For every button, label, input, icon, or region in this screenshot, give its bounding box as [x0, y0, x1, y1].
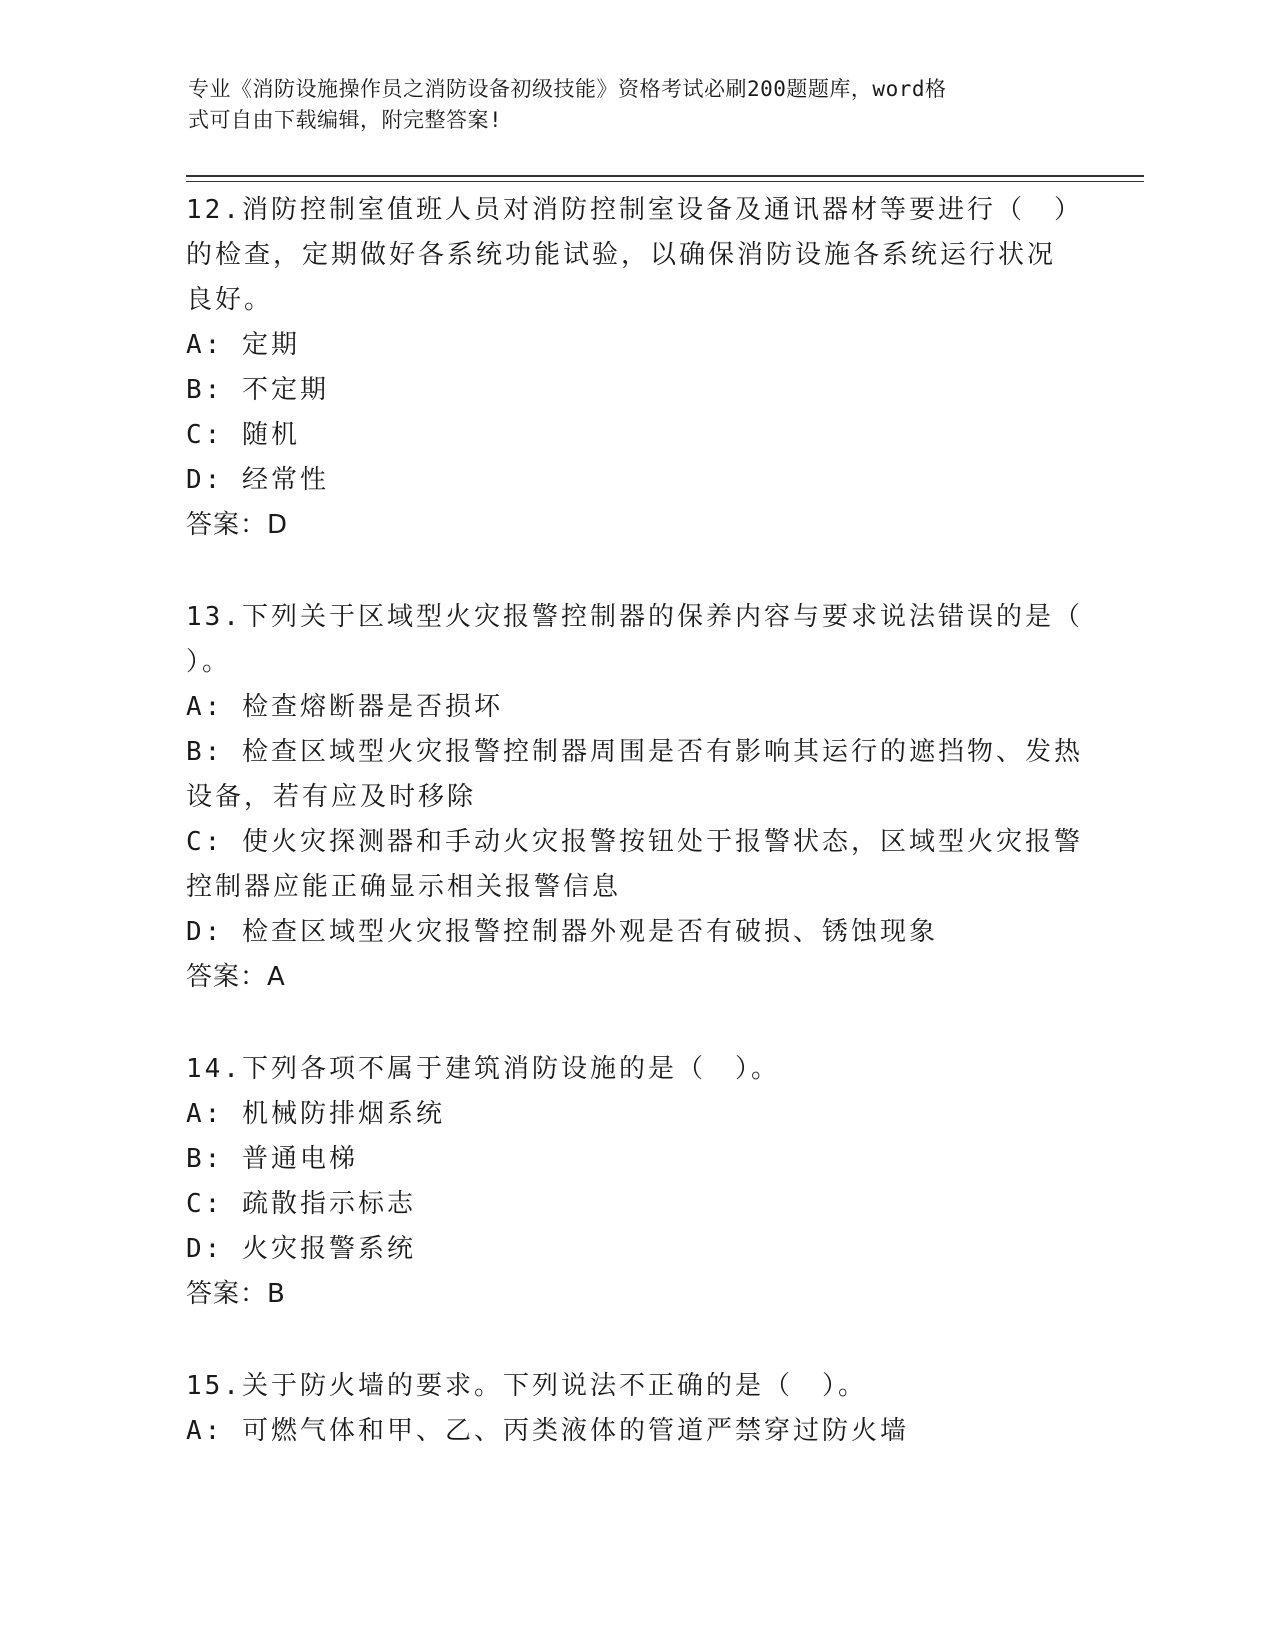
option-line: 控制器应能正确显示相关报警信息 [186, 872, 622, 902]
option-line: D: 检查区域型火灾报警控制器外观是否有破损、锈蚀现象 [186, 917, 938, 947]
answer-line: 答案：A [186, 962, 286, 992]
option-line: A: 检查熔断器是否损坏 [186, 692, 503, 722]
header-line-2: 式可自由下载编辑，附完整答案! [188, 108, 503, 132]
question-stem-line: ）。 [186, 647, 232, 677]
option-line: D: 火灾报警系统 [186, 1234, 416, 1264]
question-item [186, 1047, 1086, 1317]
header-rule-thin [186, 181, 1144, 182]
question-list [186, 188, 1086, 1501]
question-stem-line: 15.关于防火墙的要求。下列说法不正确的是（ ）。 [186, 1371, 867, 1401]
header-rule-thick [186, 175, 1144, 177]
option-line: C: 疏散指示标志 [186, 1189, 416, 1219]
question-stem-line: 13.下列关于区域型火灾报警控制器的保养内容与要求说法错误的是（ [186, 602, 1083, 632]
option-line: C: 随机 [186, 420, 300, 450]
question-stem-line: 14.下列各项不属于建筑消防设施的是（ ）。 [186, 1054, 780, 1084]
option-line: A: 机械防排烟系统 [186, 1099, 445, 1129]
question-item [186, 1364, 1086, 1454]
header-line-1: 专业《消防设施操作员之消防设备初级技能》资格考试必刷200题题库，word格 [188, 77, 947, 101]
option-line: A: 定期 [186, 330, 300, 360]
question-item [186, 188, 1086, 548]
option-line: A: 可燃气体和甲、乙、丙类液体的管道严禁穿过防火墙 [186, 1416, 909, 1446]
answer-line: 答案：B [186, 1279, 286, 1309]
option-line: 设备，若有应及时移除 [186, 782, 477, 812]
question-stem-line: 良好。 [186, 285, 274, 315]
option-line: D: 经常性 [186, 465, 329, 495]
question-item [186, 595, 1086, 1000]
option-line: B: 普通电梯 [186, 1144, 358, 1174]
question-stem-line: 12.消防控制室值班人员对消防控制室设备及通讯器材等要进行（ ） [186, 195, 1083, 225]
question-stem-line: 的检查，定期做好各系统功能试验，以确保消防设施各系统运行状况 [186, 240, 1057, 270]
document-header [188, 74, 1068, 136]
option-line: B: 不定期 [186, 375, 329, 405]
answer-line: 答案：D [186, 510, 289, 540]
option-line: C: 使火灾探测器和手动火灾报警按钮处于报警状态，区域型火灾报警 [186, 827, 1083, 857]
option-line: B: 检查区域型火灾报警控制器周围是否有影响其运行的遮挡物、发热 [186, 737, 1083, 767]
